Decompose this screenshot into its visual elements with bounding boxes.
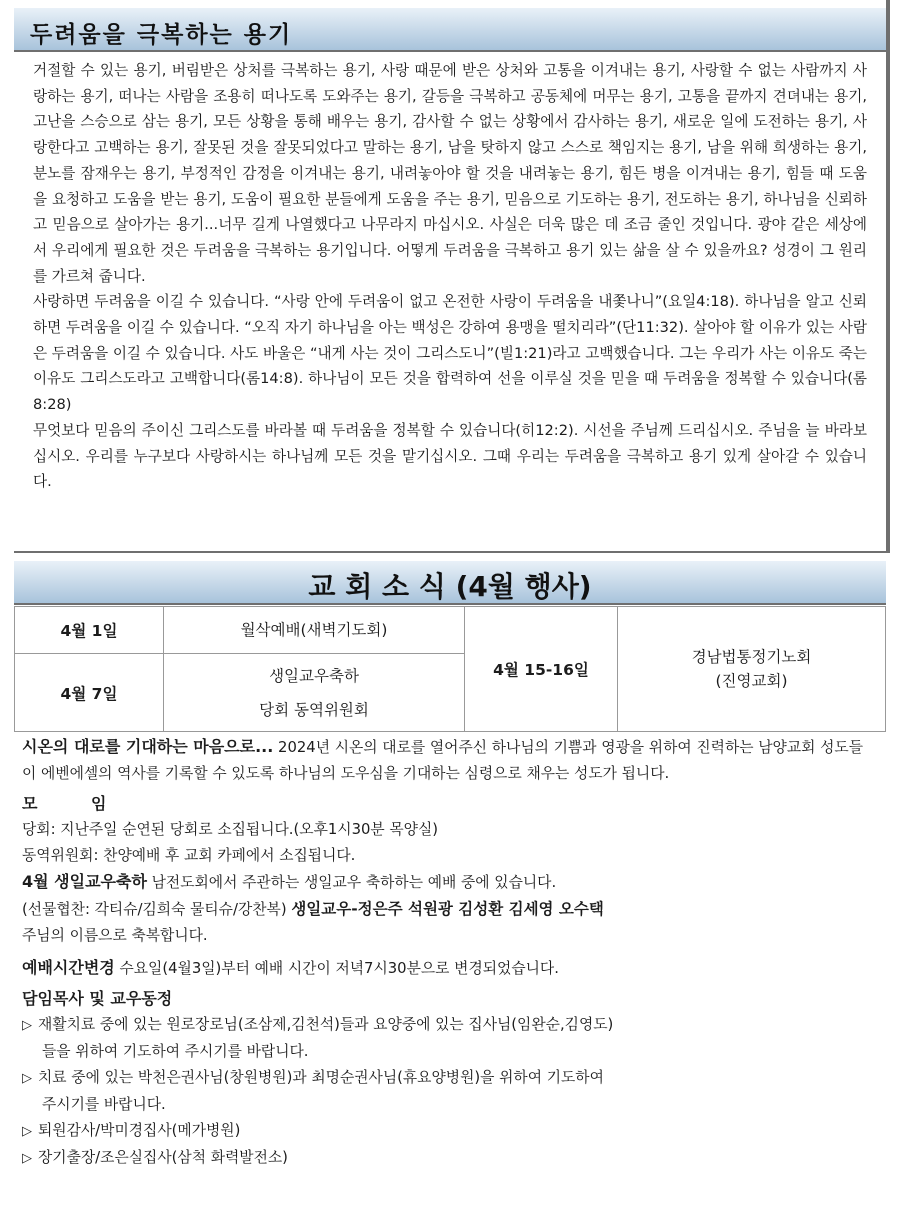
- essay-title: 두려움을 극복하는 용기: [30, 22, 293, 48]
- event-name: 월삭예배(새벽기도회): [164, 607, 465, 654]
- news-title: 교 회 소 식 (4월 행사): [308, 570, 592, 603]
- essay-paragraph: 사랑하면 두려움을 이길 수 있습니다. “사랑 안에 두려움이 없고 온전한 사랑이 두려움을 내쫓나니”(요일4:18). 하나님을 알고 신뢰하면 두려움을 이길 수 있습니다. “오직 자기 하나님을 아는 백성은 강하여 용맹을 떨치리라”(단11:32). 살아야 할 이유가 있는 사람은 두려움을 이길 수 있습니다. 사도 바울은 “내게 사는 것이 그리스도니”(빌1:21)라고 고백했습니다. 그는 우리가 사는 이유도 죽는 이유도 그리스도라고 고백합니다(롬14:8). 하나님이 모든 것을 합력하여 선을 이루실 것을 믿을 때 두려움을 정복할 수 있습니다(롬8:28): [33, 293, 867, 414]
- birthday-notice: [22, 869, 872, 896]
- birthday-gift: [22, 896, 872, 923]
- event-name: [618, 607, 886, 732]
- triangle-bullet-icon: ▷: [22, 1124, 32, 1139]
- essay-body: [33, 58, 867, 495]
- zion-notice: [22, 734, 872, 787]
- time-title: 예배시간변경: [22, 958, 115, 977]
- birthday-text: 남전도회에서 주관하는 생일교우 축하하는 예배 중에 있습니다.: [146, 874, 557, 891]
- list-item: ▷ 재활치료 중에 있는 원로장로님(조삼제,김천석)들과 요양중에 있는 집사님(임완순,김영도): [22, 1012, 872, 1039]
- zion-text: 2024년 시온의 대로를 열어주신 하나님의 기쁨과 영광을 위하여 진력하는 남양교회 성도들이 에벤에셀의 역사를 기록할 수 있도록 하나님의 도우심을 기대하는 심령으로 채우는 성도가 됩니다.: [22, 739, 864, 782]
- meeting-item: 동역위원회: 찬양예배 후 교회 카페에서 소집됩니다.: [22, 847, 356, 864]
- table-row: [15, 607, 886, 654]
- event-date: 4월 15-16일: [465, 607, 618, 732]
- list-item-cont: 주시기를 바랍니다.: [42, 1096, 166, 1113]
- news-title-bar: [14, 561, 886, 605]
- birthday-bless: 주님의 이름으로 축복합니다.: [22, 927, 208, 944]
- triangle-bullet-icon: ▷: [22, 1018, 32, 1033]
- event-date: 4월 7일: [15, 654, 164, 732]
- pastor-title: 담임목사 및 교우동정: [22, 989, 173, 1008]
- event-date: 4월 1일: [15, 607, 164, 654]
- list-item: ▷ 치료 중에 있는 박천은권사님(창원병원)과 최명순권사님(휴요양병원)을 위하여 기도하여: [22, 1065, 872, 1092]
- event-name: [164, 654, 465, 732]
- meeting-title: 모 임: [22, 794, 131, 813]
- triangle-bullet-icon: ▷: [22, 1151, 32, 1166]
- time-text: 수요일(4월3일)부터 예배 시간이 저녁7시30분으로 변경되었습니다.: [114, 960, 559, 977]
- event-line: 경남법통정기노회: [691, 648, 812, 666]
- essay-title-bar: [14, 8, 886, 52]
- meeting-item: 당회: 지난주일 순연된 당회로 소집됩니다.(오후1시30분 목양실): [22, 821, 439, 838]
- notices-section: [22, 734, 872, 1172]
- list-item-cont: 들을 위하여 기도하여 주시기를 바랍니다.: [42, 1043, 309, 1060]
- essay-paragraph: 거절할 수 있는 용기, 버림받은 상처를 극복하는 용기, 사랑 때문에 받은 상처와 고통을 이겨내는 용기, 사랑할 수 없는 사람까지 사랑하는 용기, 떠나는 사람을 조용히 떠나도록 도와주는 용기, 갈등을 극복하고 공동체에 머무는 용기, 고통을 끝까지 견뎌내는 용기, 고난을 스승으로 삼는 용기, 모든 상황을 통해 배우는 용기, 감사할 수 없는 상황에서 감사하는 용기, 새로운 일에 도전하는 용기, 사랑한다고 고백하는 용기, 잘못된 것을 잘못되었다고 말하는 용기, 남을 탓하지 않고 스스로 책임지는 용기, 남을 위해 희생하는 용기, 분노를 잠재우는 용기, 부정적인 감정을 이겨내는 용기, 내려놓아야 할 것을 내려놓는 용기, 힘든 병을 이겨내는 용기, 힘들 때 도움을 요청하고 도움을 받는 용기, 도움이 필요한 분들에게 도움을 주는 용기, 믿음으로 기도하는 용기, 전도하는 용기, 하나님을 신뢰하고 믿음으로 살아가는 용기...너무 길게 나열했다고 나무라지 마십시오. 사실은 더욱 많은 데 조금 줄인 것입니다. 광야 같은 세상에서 우리에게 필요한 것은 두려움을 극복하는 용기입니다. 어떻게 두려움을 극복하고 용기 있는 삶을 살 수 있을까요? 성경이 그 원리를 가르쳐 줍니다.: [33, 62, 867, 285]
- gift-text: (선물협찬: 각티슈/김희숙 물티슈/강찬복): [22, 901, 292, 918]
- list-item: ▷ 장기출장/조은실집사(삼척 화력발전소): [22, 1145, 872, 1172]
- zion-title: 시온의 대로를 기대하는 마음으로...: [22, 737, 274, 756]
- section-divider: [14, 551, 890, 553]
- time-notice: [22, 955, 872, 982]
- event-line: 당회 동역위원회: [259, 700, 369, 719]
- essay-paragraph: 무엇보다 믿음의 주이신 그리스도를 바라볼 때 두려움을 정복할 수 있습니다(히12:2). 시선을 주님께 드리십시오. 주님을 늘 바라보십시오. 우리를 누구보다 사랑하시는 하나님께 모든 것을 맡기십시오. 그때 우리는 두려움을 극복하고 용기 있게 살아갈 수 있습니다.: [33, 421, 867, 491]
- event-line: (진영교회): [715, 672, 788, 690]
- triangle-bullet-icon: ▷: [22, 1071, 32, 1086]
- right-border-line: [886, 0, 890, 552]
- events-table: [14, 606, 886, 732]
- birthday-title: 4월 생일교우축하: [22, 872, 147, 891]
- list-item: ▷ 퇴원감사/박미경집사(메가병원): [22, 1118, 872, 1145]
- event-line: 생일교우축하: [269, 666, 359, 685]
- birthday-names: 생일교우-정은주 석원광 김성환 김세영 오수택: [291, 900, 604, 918]
